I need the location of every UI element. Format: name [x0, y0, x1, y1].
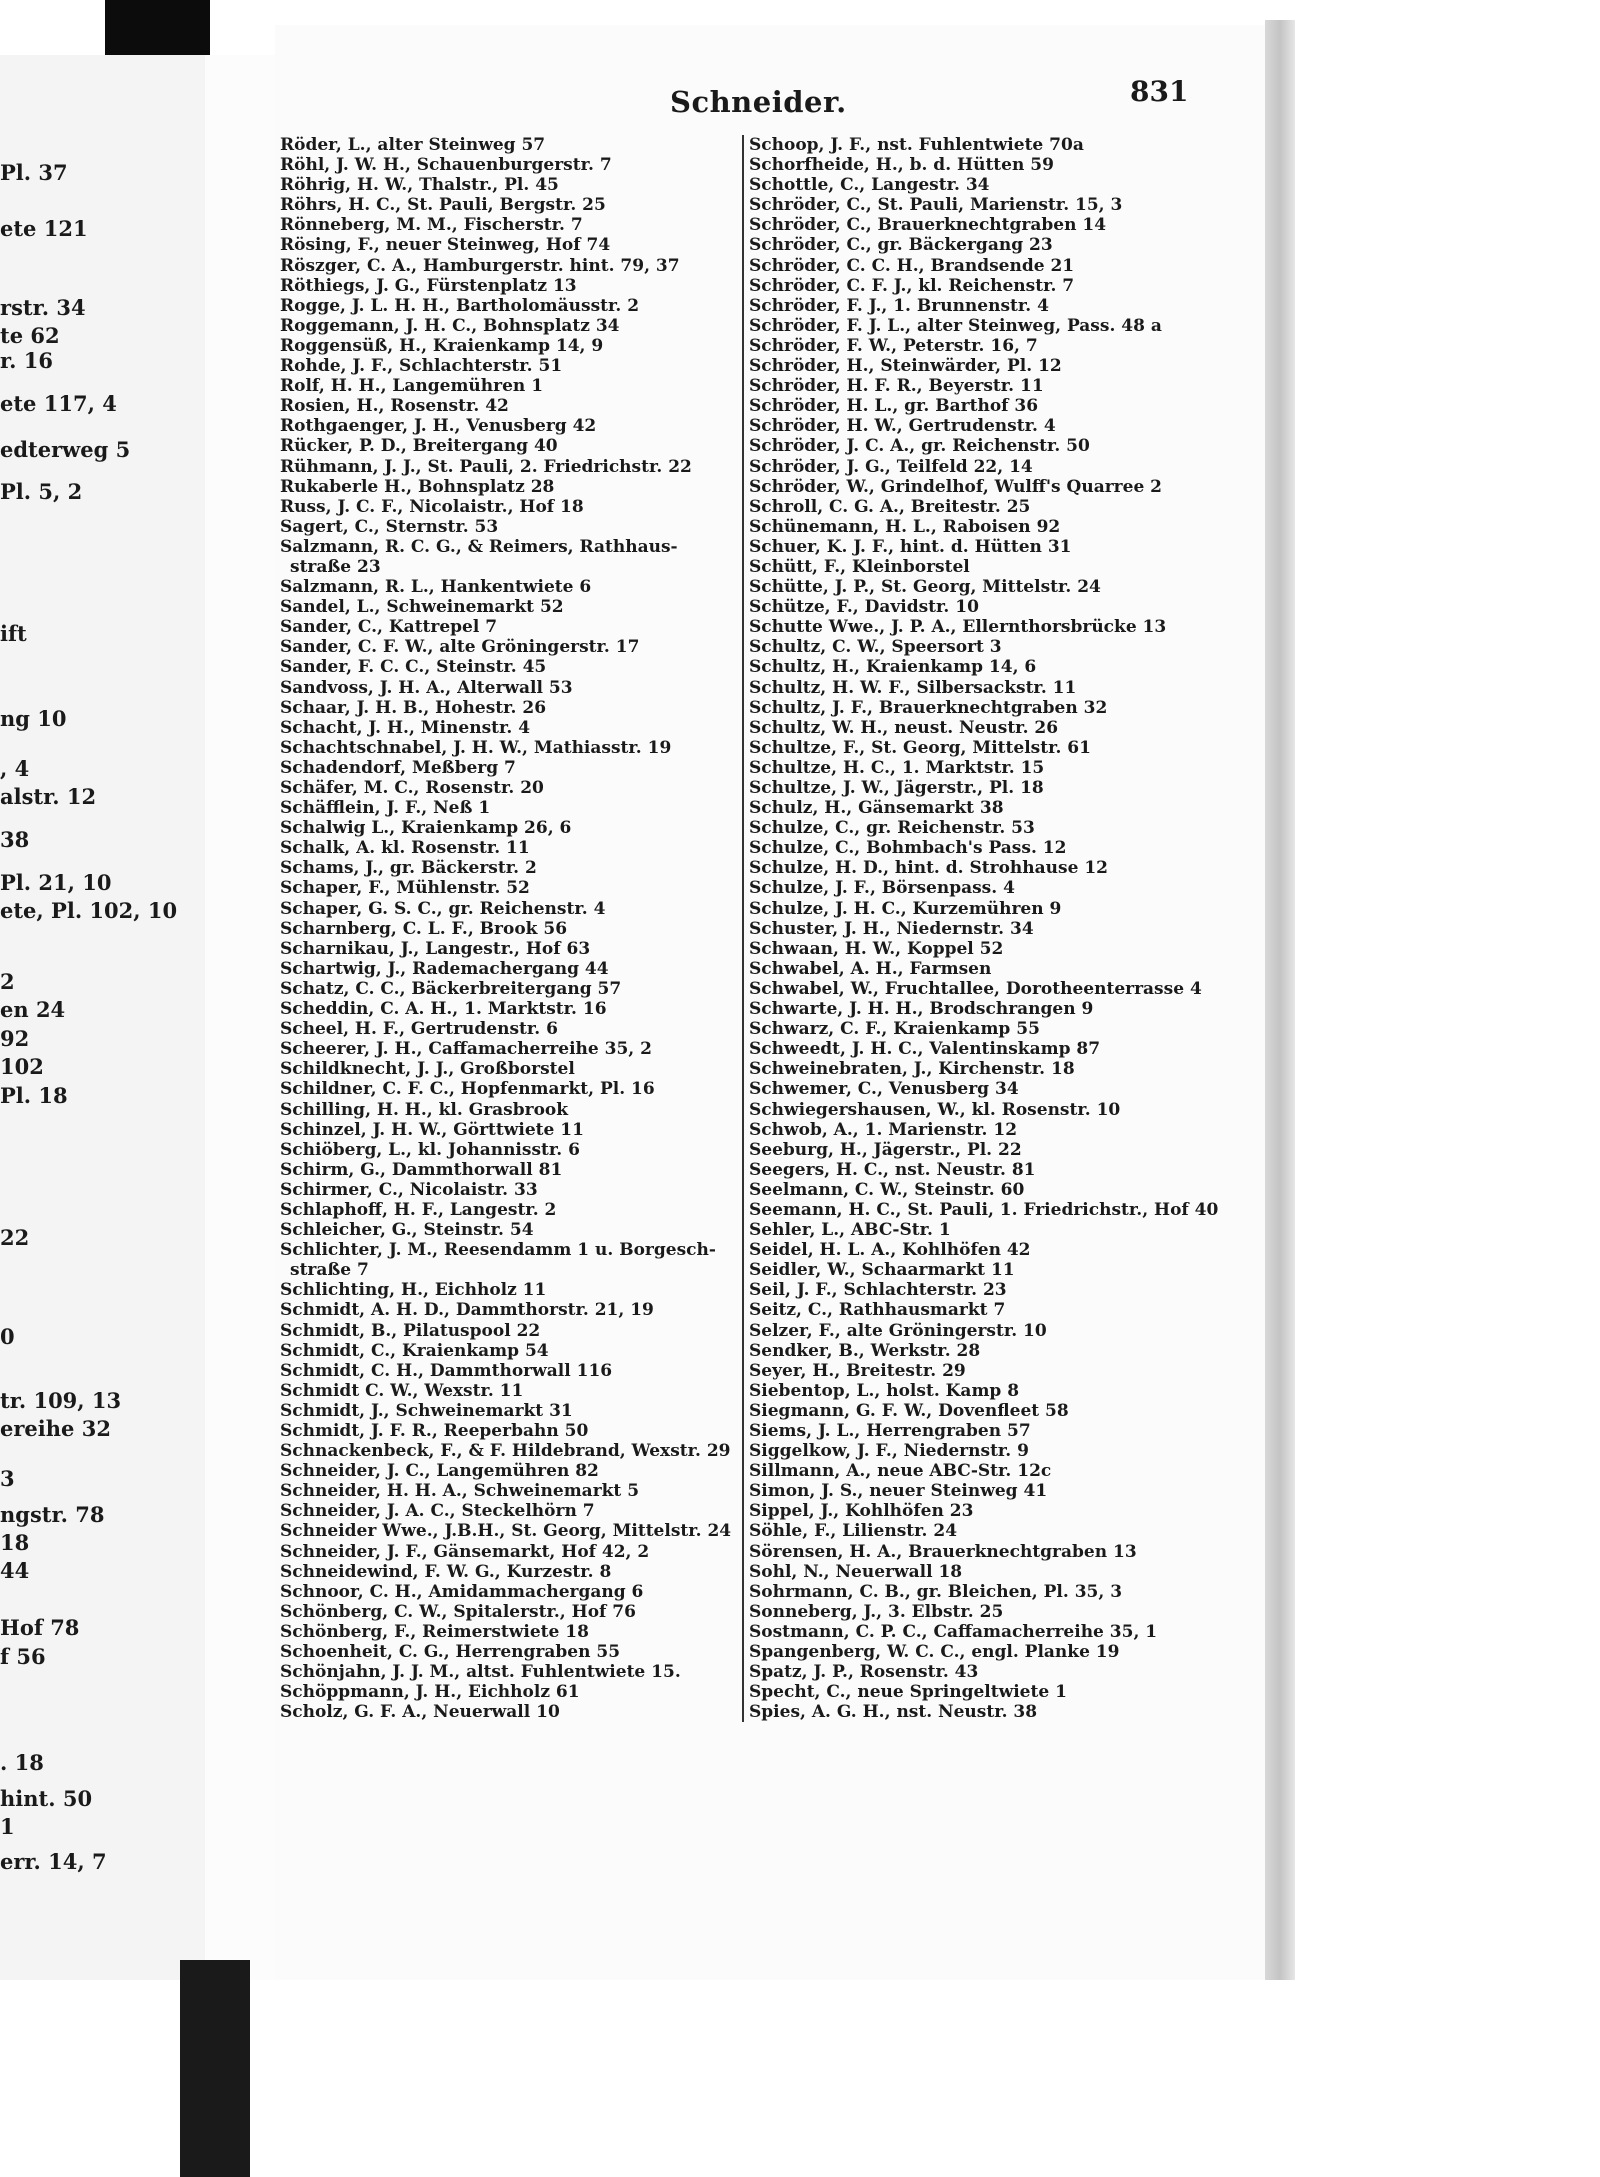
directory-entry: Röhrs, H. C., St. Pauli, Bergstr. 25 — [280, 195, 606, 216]
directory-entry: Schwarz, C. F., Kraienkamp 55 — [749, 1019, 1040, 1040]
directory-entry: Schirmer, C., Nicolaistr. 33 — [280, 1179, 538, 1200]
directory-entry: Schacht, J. H., Minenstr. 4 — [280, 717, 531, 738]
directory-entry: Scheddin, C. A. H., 1. Marktstr. 16 — [280, 999, 607, 1020]
directory-entry: Sandel, L., Schweinemarkt 52 — [280, 597, 564, 618]
directory-entry: Schmidt, B., Pilatuspool 22 — [280, 1320, 541, 1341]
directory-entry: Schöppmann, J. H., Eichholz 61 — [280, 1682, 580, 1703]
directory-entry: Roggemann, J. H. C., Bohnsplatz 34 — [280, 315, 620, 336]
directory-entry: Schröder, F. J., 1. Brunnenstr. 4 — [749, 295, 1049, 316]
directory-entry: Schröder, H. W., Gertrudenstr. 4 — [749, 416, 1056, 437]
directory-entry: Schmidt, J. F. R., Reeperbahn 50 — [280, 1421, 589, 1441]
directory-entry: Schottle, C., Langestr. 34 — [749, 175, 990, 196]
directory-entry: Schuer, K. J. F., hint. d. Hütten 31 — [749, 536, 1072, 557]
directory-entry: Sörensen, H. A., Brauerknechtgraben 13 — [749, 1541, 1137, 1562]
directory-entry: Schaar, J. H. B., Hohestr. 26 — [280, 697, 547, 718]
left-page-text-fragment: f 56 — [0, 1643, 46, 1669]
directory-entry: Schneider, J. F., Gänsemarkt, Hof 42, 2 — [280, 1541, 650, 1562]
directory-entry: Schlichting, H., Eichholz 11 — [280, 1280, 547, 1301]
left-page-text-fragment: Pl. 37 — [0, 159, 68, 185]
left-page-text-fragment: Pl. 18 — [0, 1082, 68, 1108]
left-page-text-fragment: edterweg 5 — [0, 436, 131, 462]
directory-entry: Sippel, J., Kohlhöfen 23 — [749, 1501, 974, 1522]
left-page-text-fragment: 92 — [0, 1025, 30, 1051]
left-column — [280, 135, 740, 1722]
directory-page — [275, 25, 1267, 1980]
directory-entry: Siggelkow, J. F., Niedernstr. 9 — [749, 1441, 1029, 1462]
left-page-text-fragment: Pl. 21, 10 — [0, 869, 112, 895]
directory-entry: Schaper, F., Mühlenstr. 52 — [280, 878, 530, 899]
directory-entry: Sehler, L., ABC-Str. 1 — [749, 1220, 951, 1241]
directory-entry: Spatz, J. P., Rosenstr. 43 — [749, 1662, 979, 1683]
left-page-text-fragment: 0 — [0, 1324, 15, 1349]
directory-entry: Sandvoss, J. H. A., Alterwall 53 — [280, 677, 573, 698]
directory-entry: Schildner, C. F. C., Hopfenmarkt, Pl. 16 — [280, 1079, 655, 1100]
directory-entry: Scharnikau, J., Langestr., Hof 63 — [280, 938, 591, 959]
directory-entry: Schmidt C. W., Wexstr. 11 — [280, 1380, 524, 1401]
page-edge — [1265, 20, 1295, 1980]
directory-entry: Schneidewind, F. W. G., Kurzestr. 8 — [280, 1561, 612, 1582]
left-page-text-fragment: en 24 — [0, 997, 66, 1023]
directory-entry: Rohde, J. F., Schlachterstr. 51 — [280, 356, 563, 377]
directory-entry: Schmidt, C. H., Dammthorwall 116 — [280, 1360, 613, 1381]
directory-entry: Schwiegershausen, W., kl. Rosenstr. 10 — [749, 1099, 1121, 1120]
directory-entry: Sonneberg, J., 3. Elbstr. 25 — [749, 1601, 1004, 1622]
left-page-text-fragment: 44 — [0, 1558, 30, 1584]
directory-entry: Rücker, P. D., Breitergang 40 — [280, 436, 558, 457]
running-head: Schneider. — [670, 85, 847, 119]
directory-entry: Schneider, H. H. A., Schweinemarkt 5 — [280, 1481, 640, 1502]
directory-entry: Schleicher, G., Steinstr. 54 — [280, 1220, 534, 1241]
directory-entry: Schönberg, C. W., Spitalerstr., Hof 76 — [280, 1601, 636, 1622]
directory-entry: Schwabel, W., Fruchtallee, Dorotheenterrasse 4 — [749, 978, 1202, 999]
book-binding-top — [105, 0, 210, 60]
directory-entry: Röszger, C. A., Hamburgerstr. hint. 79, 37 — [280, 255, 680, 276]
left-page-text-fragment: hint. 50 — [0, 1785, 93, 1811]
directory-entry: Schlichter, J. M., Reesendamm 1 u. Borgesch- — [280, 1240, 716, 1261]
right-column — [742, 135, 1269, 1722]
directory-entry: Schröder, C. C. H., Brandsende 21 — [749, 255, 1075, 276]
directory-entry: Schröder, J. C. A., gr. Reichenstr. 50 — [749, 436, 1090, 457]
directory-entry: Schwarte, J. H. H., Brodschrangen 9 — [749, 999, 1094, 1020]
directory-entry: Schwabel, A. H., Farmsen — [749, 958, 992, 979]
directory-entry: Schulze, H. D., hint. d. Strohhause 12 — [749, 858, 1108, 879]
directory-entry: Schultz, H. W. F., Silbersackstr. 11 — [749, 677, 1077, 698]
directory-entry: Schröder, C., Brauerknechtgraben 14 — [749, 215, 1107, 236]
directory-entry: Seelmann, C. W., Steinstr. 60 — [749, 1179, 1025, 1200]
directory-entry: Schulze, C., Bohmbach's Pass. 12 — [749, 838, 1067, 859]
directory-entry: Schirm, G., Dammthorwall 81 — [280, 1159, 563, 1180]
left-page-text-fragment: err. 14, 7 — [0, 1849, 107, 1875]
left-page-text-fragment: ete, Pl. 102, 10 — [0, 898, 178, 923]
directory-entry: Schultz, C. W., Speersort 3 — [749, 637, 1002, 658]
directory-entry: Schutte Wwe., J. P. A., Ellernthorsbrücke 13 — [749, 617, 1167, 638]
directory-entry: Rogge, J. L. H. H., Bartholomäusstr. 2 — [280, 295, 640, 316]
directory-entry: Scheel, H. F., Gertrudenstr. 6 — [280, 1019, 558, 1040]
directory-entry: Scholz, G. F. A., Neuerwall 10 — [280, 1702, 560, 1723]
directory-entry: Rösing, F., neuer Steinweg, Hof 74 — [280, 235, 611, 256]
left-page-text-fragment: 18 — [0, 1529, 30, 1555]
directory-entry: Schultze, J. W., Jägerstr., Pl. 18 — [749, 778, 1044, 798]
directory-entry: Seyer, H., Breitestr. 29 — [749, 1360, 966, 1381]
directory-entry: Schneider, J. A. C., Steckelhörn 7 — [280, 1501, 595, 1522]
directory-entry: Sendker, B., Werkstr. 28 — [749, 1340, 981, 1361]
directory-entry: Schilling, H. H., kl. Grasbrook — [280, 1099, 569, 1120]
directory-entry: Schildknecht, J. J., Großborstel — [280, 1059, 575, 1080]
directory-entry: Salzmann, R. C. G., & Reimers, Rathhaus- — [280, 536, 678, 557]
directory-entry: Röder, L., alter Steinweg 57 — [280, 135, 546, 155]
left-page-text-fragment: ereihe 32 — [0, 1416, 111, 1442]
directory-entry: Schünemann, H. L., Raboisen 92 — [749, 516, 1061, 537]
directory-entry: Schams, J., gr. Bäckerstr. 2 — [280, 858, 537, 879]
left-page-text-fragment: . 18 — [0, 1750, 44, 1775]
left-page-text-fragment: 102 — [0, 1054, 44, 1080]
directory-entry: Schröder, W., Grindelhof, Wulff's Quarree 2 — [749, 476, 1163, 497]
directory-entry: Söhle, F., Lilienstr. 24 — [749, 1521, 958, 1542]
directory-entry: Simon, J. S., neuer Steinweg 41 — [749, 1481, 1048, 1502]
left-page-text-fragment: 3 — [0, 1466, 15, 1491]
left-page-text-fragment: 1 — [0, 1813, 15, 1839]
page-number: 831 — [1130, 75, 1189, 108]
directory-entry: Sohl, N., Neuerwall 18 — [749, 1561, 963, 1582]
directory-entry: Schultz, W. H., neust. Neustr. 26 — [749, 717, 1059, 738]
left-page-text-fragment: te 62 — [0, 322, 60, 348]
directory-entry: Schadendorf, Meßberg 7 — [280, 757, 516, 778]
directory-entry: Scharnberg, C. L. F., Brook 56 — [280, 918, 568, 939]
left-page-text-fragment: tr. 109, 13 — [0, 1387, 122, 1413]
directory-entry: Schartwig, J., Rademachergang 44 — [280, 958, 609, 979]
directory-entry: Schroll, C. G. A., Breitestr. 25 — [749, 496, 1031, 517]
directory-entry: Scheerer, J. H., Caffamacherreihe 35, 2 — [280, 1039, 652, 1060]
left-page-text-fragment: ift — [0, 621, 27, 647]
directory-entry: Schneider Wwe., J.B.H., St. Georg, Mittelstr. 24 — [280, 1521, 732, 1542]
left-page-text-fragment: r. 16 — [0, 348, 53, 374]
directory-entry: Schmidt, J., Schweinemarkt 31 — [280, 1400, 573, 1421]
directory-entry: Schinzel, J. H. W., Görttwiete 11 — [280, 1119, 584, 1140]
directory-entry: Schröder, C., gr. Bäckergang 23 — [749, 235, 1053, 256]
directory-entry: Röhl, J. W. H., Schauenburgerstr. 7 — [280, 155, 612, 176]
directory-entry: Schwob, A., 1. Marienstr. 12 — [749, 1119, 1018, 1140]
directory-entry: Schnackenbeck, F., & F. Hildebrand, Wexstr. 29 — [280, 1441, 731, 1462]
directory-entry: Schweedt, J. H. C., Valentinskamp 87 — [749, 1039, 1101, 1060]
directory-entry: Schorfheide, H., b. d. Hütten 59 — [749, 155, 1054, 176]
page-gutter — [205, 55, 275, 1980]
directory-entry: Schaper, G. S. C., gr. Reichenstr. 4 — [280, 898, 606, 919]
directory-entry: Spies, A. G. H., nst. Neustr. 38 — [749, 1702, 1038, 1723]
directory-entry: Schulze, J. F., Börsenpass. 4 — [749, 878, 1015, 899]
directory-entry: Schachtschnabel, J. H. W., Mathiasstr. 19 — [280, 737, 672, 758]
left-page-text-fragment: 2 — [0, 969, 15, 994]
directory-entry: Sohrmann, C. B., gr. Bleichen, Pl. 35, 3 — [749, 1581, 1123, 1602]
directory-entry: Specht, C., neue Springeltwiete 1 — [749, 1682, 1067, 1703]
left-page-text-fragment: ete 117, 4 — [0, 391, 117, 417]
directory-entry: Schalk, A. kl. Rosenstr. 11 — [280, 838, 530, 859]
directory-entry: Schröder, C. F. J., kl. Reichenstr. 7 — [749, 275, 1075, 296]
left-page-text-fragment: rstr. 34 — [0, 294, 86, 320]
directory-entry: Sander, C. F. W., alte Gröningerstr. 17 — [280, 637, 640, 658]
directory-entry: Schulz, H., Gänsemarkt 38 — [749, 798, 1004, 819]
directory-entry: Schwemer, C., Venusberg 34 — [749, 1079, 1019, 1100]
directory-entry: Spangenberg, W. C. C., engl. Planke 19 — [749, 1642, 1120, 1663]
book-binding-bottom — [180, 1960, 250, 2177]
left-page-text-fragment: ngstr. 78 — [0, 1501, 105, 1527]
directory-entry: Schmidt, A. H. D., Dammthorstr. 21, 19 — [280, 1300, 654, 1321]
directory-entry: straße 23 — [290, 556, 381, 577]
directory-entry: Rosien, H., Rosenstr. 42 — [280, 396, 509, 417]
directory-entry: Schütze, F., Davidstr. 10 — [749, 597, 979, 618]
directory-entry: Sagert, C., Sternstr. 53 — [280, 516, 499, 537]
directory-entry: Schröder, F. J. L., alter Steinweg, Pass. 48 a — [749, 315, 1162, 336]
left-page-text-fragment: Hof 78 — [0, 1615, 80, 1641]
directory-entry: Seitz, C., Rathhausmarkt 7 — [749, 1300, 1006, 1321]
directory-entry: Schuster, J. H., Niedernstr. 34 — [749, 918, 1034, 939]
directory-entry: Seidel, H. L. A., Kohlhöfen 42 — [749, 1240, 1031, 1261]
left-page-text-fragment: ete 121 — [0, 216, 88, 242]
directory-entry: Rönneberg, M. M., Fischerstr. 7 — [280, 215, 583, 236]
directory-entry: Sillmann, A., neue ABC-Str. 12c — [749, 1461, 1052, 1482]
directory-entry: Roggensüß, H., Kraienkamp 14, 9 — [280, 335, 604, 356]
directory-entry: Schwaan, H. W., Koppel 52 — [749, 938, 1004, 959]
directory-entry: Schlaphoff, H. F., Langestr. 2 — [280, 1199, 557, 1220]
directory-entry: Schröder, H. L., gr. Barthof 36 — [749, 396, 1039, 417]
left-page-fragment — [0, 55, 208, 1980]
directory-entry: Seidler, W., Schaarmarkt 11 — [749, 1260, 1015, 1281]
left-page-text-fragment: Pl. 5, 2 — [0, 479, 83, 505]
directory-entry: Schröder, F. W., Peterstr. 16, 7 — [749, 335, 1038, 356]
left-page-text-fragment: 38 — [0, 827, 30, 852]
directory-entry: Schröder, H. F. R., Beyerstr. 11 — [749, 376, 1044, 397]
directory-entry: Schatz, C. C., Bäckerbreitergang 57 — [280, 978, 622, 999]
directory-entry: Siems, J. L., Herrengraben 57 — [749, 1421, 1031, 1441]
directory-entry: Schröder, H., Steinwärder, Pl. 12 — [749, 356, 1062, 377]
directory-entry: Sander, F. C. C., Steinstr. 45 — [280, 657, 547, 678]
directory-entry: Rothgaenger, J. H., Venusberg 42 — [280, 416, 597, 437]
directory-entry: Salzmann, R. L., Hankentwiete 6 — [280, 577, 592, 598]
directory-entry: Schulze, C., gr. Reichenstr. 53 — [749, 818, 1035, 839]
left-page-text-fragment: alstr. 12 — [0, 784, 97, 810]
directory-entry: Siegmann, G. F. W., Dovenfleet 58 — [749, 1400, 1069, 1421]
directory-entry: Rolf, H. H., Langemühren 1 — [280, 376, 544, 397]
directory-entry: Röthiegs, J. G., Fürstenplatz 13 — [280, 275, 577, 296]
directory-entry: Siebentop, L., holst. Kamp 8 — [749, 1380, 1020, 1401]
directory-entry: Seemann, H. C., St. Pauli, 1. Friedrichstr., Hof 40 — [749, 1199, 1219, 1220]
directory-entry: Schoop, J. F., nst. Fuhlentwiete 70a — [749, 135, 1084, 155]
directory-entry: Schultz, H., Kraienkamp 14, 6 — [749, 657, 1037, 678]
left-page-text-fragment: ng 10 — [0, 706, 67, 732]
directory-entry: Schultze, F., St. Georg, Mittelstr. 61 — [749, 737, 1091, 758]
directory-entry: Schultz, J. F., Brauerknechtgraben 32 — [749, 697, 1108, 718]
directory-entry: Schäfer, M. C., Rosenstr. 20 — [280, 778, 544, 798]
directory-entry: Selzer, F., alte Gröningerstr. 10 — [749, 1320, 1047, 1341]
directory-entry: Schütt, F., Kleinborstel — [749, 556, 970, 577]
directory-entry: Seil, J. F., Schlachterstr. 23 — [749, 1280, 1007, 1301]
left-page-text-fragment: , 4 — [0, 756, 30, 781]
directory-entry: Schalwig L., Kraienkamp 26, 6 — [280, 818, 572, 839]
directory-entry: Sostmann, C. P. C., Caffamacherreihe 35, 1 — [749, 1621, 1158, 1642]
directory-entry: Seegers, H. C., nst. Neustr. 81 — [749, 1159, 1036, 1180]
directory-entry: straße 7 — [290, 1260, 369, 1281]
directory-entry: Schütte, J. P., St. Georg, Mittelstr. 24 — [749, 577, 1101, 598]
directory-entry: Rühmann, J. J., St. Pauli, 2. Friedrichstr. 22 — [280, 456, 692, 477]
directory-entry: Rukaberle H., Bohnsplatz 28 — [280, 476, 555, 497]
directory-entry: Schröder, J. G., Teilfeld 22, 14 — [749, 456, 1033, 477]
directory-entry: Schröder, C., St. Pauli, Marienstr. 15, 3 — [749, 195, 1123, 216]
directory-entry: Russ, J. C. F., Nicolaistr., Hof 18 — [280, 496, 584, 517]
directory-entry: Schönjahn, J. J. M., altst. Fuhlentwiete 15. — [280, 1662, 681, 1683]
directory-entry: Röhrig, H. W., Thalstr., Pl. 45 — [280, 175, 559, 196]
directory-entry: Schönberg, F., Reimerstwiete 18 — [280, 1621, 589, 1642]
directory-entry: Schnoor, C. H., Amidammachergang 6 — [280, 1581, 644, 1602]
directory-entry: Schiöberg, L., kl. Johannisstr. 6 — [280, 1139, 580, 1160]
directory-entry: Schneider, J. C., Langemühren 82 — [280, 1461, 599, 1482]
directory-entry: Schäfflein, J. F., Neß 1 — [280, 798, 491, 819]
directory-entry: Schoenheit, C. G., Herrengraben 55 — [280, 1642, 621, 1663]
directory-entry: Seeburg, H., Jägerstr., Pl. 22 — [749, 1139, 1022, 1160]
directory-entry: Schweinebraten, J., Kirchenstr. 18 — [749, 1059, 1075, 1080]
directory-entry: Schulze, J. H. C., Kurzemühren 9 — [749, 898, 1062, 919]
left-page-text-fragment: 22 — [0, 1224, 30, 1250]
directory-entry: Sander, C., Kattrepel 7 — [280, 617, 498, 638]
directory-entry: Schmidt, C., Kraienkamp 54 — [280, 1340, 549, 1361]
directory-entry: Schultze, H. C., 1. Marktstr. 15 — [749, 757, 1045, 778]
